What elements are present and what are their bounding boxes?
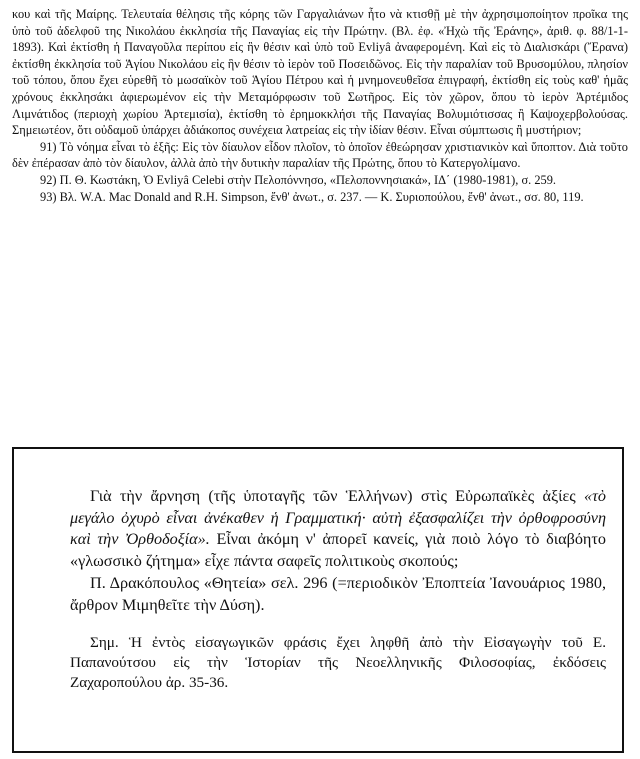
- footnote-93: 93) Βλ. W.A. Mac Donald and R.H. Simpson, ἔνθ' ἀνωτ., σ. 237. — Κ. Συριοπούλου, ἔνθ' ἀνωτ., σσ. 80, 119.: [40, 189, 584, 204]
- footnote-90-continuation: κου καὶ τῆς Μαίρης. Τελευταία θέλησις τῆς κόρης τῶν Γαργαλιάνων ἦτο νὰ κτισθῇ μὲ τὴν ἀχρησιμοποίητον προῖκα της ὑπὸ τοῦ ἀδελφοῦ της Νικολάου ἐκκλησία τῆς Παναγίας εἰς τὴν Πρώτην. (Βλ. ἐφ. «Ἠχὼ τῆς Ἐράνης», ἀριθ. φ. 88/1-1-1893). Καὶ ἐκτίσθη ἡ Παναγοῦλα περίπου εἰς ἣν θέσιν καὶ ὑπὸ τοῦ Evliyâ ἀναφερομένη. Καὶ εἰς τὸ Διαλισκάρι (Ἔρανα) ἐκτίσθη ἐκκλησία τοῦ Ἁγίου Νικολάου εἰς ἣν θέσιν τὸ ἱερὸν τοῦ Ποσειδῶνος. Εἰς τὴν παραλίαν τοῦ Βρυσομύλου, πλησίον τοῦ τόπου, ὅπου ἔχει εὑρεθῆ τὸ μωσαϊκὸν τοῦ Ἁγίου Πέτρου καὶ ἡ μνημονευθεῖσα ἐπιγραφή, ἐκτίσθη εἰς τοὺς καθ' ἡμᾶς χρόνους ἐκκλησάκι ἀφιερωμένον εἰς τὴν Μεταμόρφωσιν τοῦ Σωτῆρος. Εἰς τὸν χῶρον, ὅπου τὸ ἱερὸν Ἀρτέμιδος Λιμνάτιδος (περιοχὴ χωρίου Ἀρτεμισία), ἐκτίσθη τὸ ἐρημοκκλήσι τῆς Παναγίας Βολυμιότισσας ἢ Καψοχερβολούσας. Σημειωτέον, ὅτι οὐδαμοῦ ὑπάρχει ἀδιάκοπος συνέχεια λατρείας εἰς τὴν ἰδίαν θέσιν. Εἶναι σύμπτωσις ἢ μυστήριον;: [12, 7, 628, 138]
- footnotes-section: [12, 6, 628, 205]
- footnote-92: 92) Π. Θ. Κωστάκη, Ὁ Evliyâ Celebi στὴν Πελοπόννησο, «Πελοποννησιακά», ΙΔ΄ (1980-1981), σ. 259.: [40, 172, 557, 187]
- quote-box: [70, 486, 606, 694]
- quote-paragraph: [70, 486, 606, 572]
- quote-source: Π. Δρακόπουλος «Θητεία» σελ. 296 (=περιοδικὸν Ἐποπτεία Ἰανουάριος 1980, ἄρθρον Μιμηθεῖτε τὴν Δύση).: [70, 574, 606, 614]
- quote-note: Σημ. Ἡ ἐντὸς εἰσαγωγικῶν φράσις ἔχει ληφθῆ ἀπὸ τὴν Εἰσαγωγὴν τοῦ Ε. Παπανούτσου εἰς τὴν Ἱστορίαν τῆς Νεοελληνικῆς Φιλοσοφίας, ἐκδόσεις Ζαχαροπούλου ἀρ. 35-36.: [70, 633, 606, 692]
- footnote-91: 91) Τὸ νόημα εἶναι τὸ ἑξῆς: Εἰς τὸν δίαυλον εἶδον πλοῖον, τὸ ὁποῖον ἐθεώρησαν χριστιανικὸν καὶ ὕποπτον. Διὰ τοῦτο δὲν ἐπέρασαν ἀπὸ τὸν δίαυλον, ἀλλὰ ἀπὸ τὴν δυτικὴν παραλίαν τῆς Πρώτης, ὅπου τὸ Κατεργολίμανο.: [12, 139, 628, 171]
- quote-rest: Εἶναι ἀκόμη ν' ἀπορεῖ κανείς, γιὰ ποιὸ λόγο τὸ διαβόητο «γλωσσικὸ ζήτημα» εἶχε πάντα σαφεῖς πολιτικοὺς σκοπούς;: [70, 530, 606, 570]
- quote-italic: «τὸ μεγάλο ὀχυρὸ εἶναι ἀνέκαθεν ἡ Γραμματική· αὐτὴ ἐξασφαλίζει τὴν ὀρθοφροσύνη καὶ τὴν Ὀρθοδοξία».: [70, 487, 606, 549]
- quote-intro: Γιὰ τὴν ἄρνηση (τῆς ὑποταγῆς τῶν Ἑλλήνων) στὶς Εὐρωπαϊκὲς ἀξίες: [90, 487, 585, 505]
